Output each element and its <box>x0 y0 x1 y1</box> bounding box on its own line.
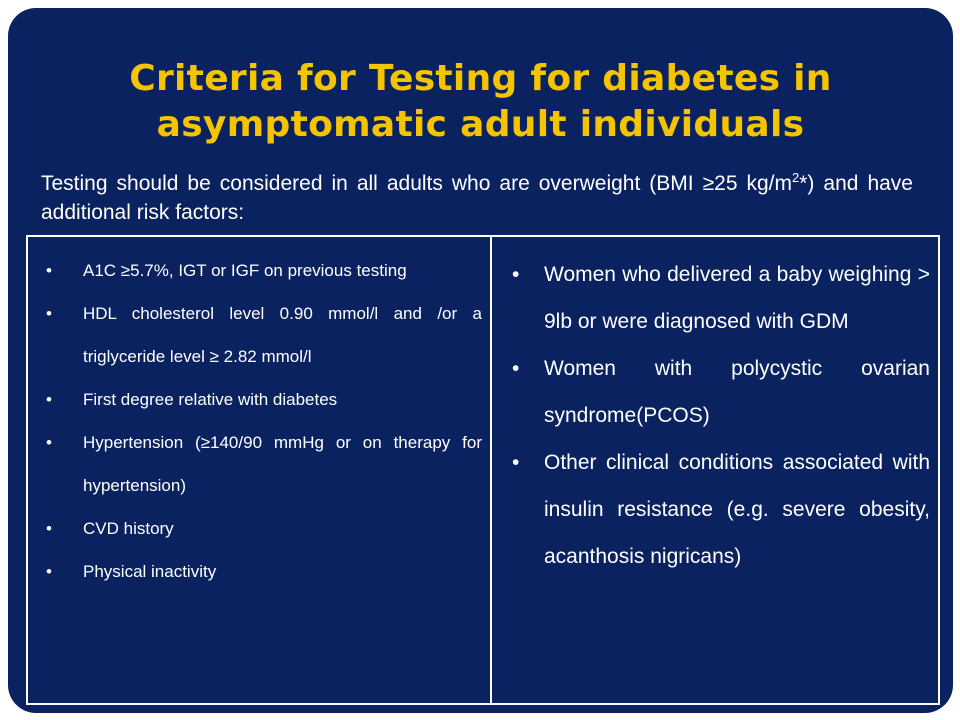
list-item <box>37 292 482 378</box>
list-item-text: Women with polycystic ovarian syndrome(PCOS) <box>544 357 930 427</box>
bullet-icon: • <box>512 357 520 380</box>
list-item-text: Other clinical conditions associated with insulin resistance (e.g. severe obesity, acanthosis nigricans) <box>544 451 930 568</box>
list-item <box>37 550 482 593</box>
list-item <box>506 439 930 580</box>
slide-title <box>8 56 953 148</box>
list-item <box>506 345 930 439</box>
bullet-icon: • <box>46 433 52 452</box>
list-item <box>37 421 482 507</box>
intro-text-start: Testing should be considered in all adults who are overweight (BMI ≥25 kg/m <box>41 172 793 195</box>
bullet-icon: • <box>46 390 52 409</box>
right-risk-list <box>506 251 930 580</box>
list-item-text: Hypertension (≥140/90 mmHg or on therapy for hypertension) <box>83 433 482 495</box>
intro-text <box>41 169 913 227</box>
slide <box>8 8 953 713</box>
list-item-text: Physical inactivity <box>83 562 217 581</box>
bullet-icon: • <box>512 263 520 286</box>
list-item-text: HDL cholesterol level 0.90 mmol/l and /or a triglyceride level ≥ 2.82 mmol/l <box>83 304 482 366</box>
title-line-1: Criteria for Testing for diabetes in <box>129 58 832 99</box>
list-item <box>506 251 930 345</box>
list-item-text: First degree relative with diabetes <box>83 390 338 409</box>
list-item <box>37 378 482 421</box>
left-risk-list <box>37 249 482 593</box>
list-item <box>37 249 482 292</box>
risk-factor-table <box>26 235 940 705</box>
list-item-text: CVD history <box>83 519 174 538</box>
intro-superscript: 2 <box>792 170 800 185</box>
column-divider <box>490 237 492 703</box>
intro-text-end: *) and have additional risk factors: <box>41 172 913 224</box>
bullet-icon: • <box>46 519 52 538</box>
bullet-icon: • <box>46 261 52 280</box>
bullet-icon: • <box>46 562 52 581</box>
bullet-icon: • <box>512 451 520 474</box>
list-item <box>37 507 482 550</box>
bullet-icon: • <box>46 304 52 323</box>
list-item-text: Women who delivered a baby weighing > 9lb or were diagnosed with GDM <box>544 263 930 333</box>
title-line-2: asymptomatic adult individuals <box>156 104 805 145</box>
list-item-text: A1C ≥5.7%, IGT or IGF on previous testing <box>83 261 407 280</box>
